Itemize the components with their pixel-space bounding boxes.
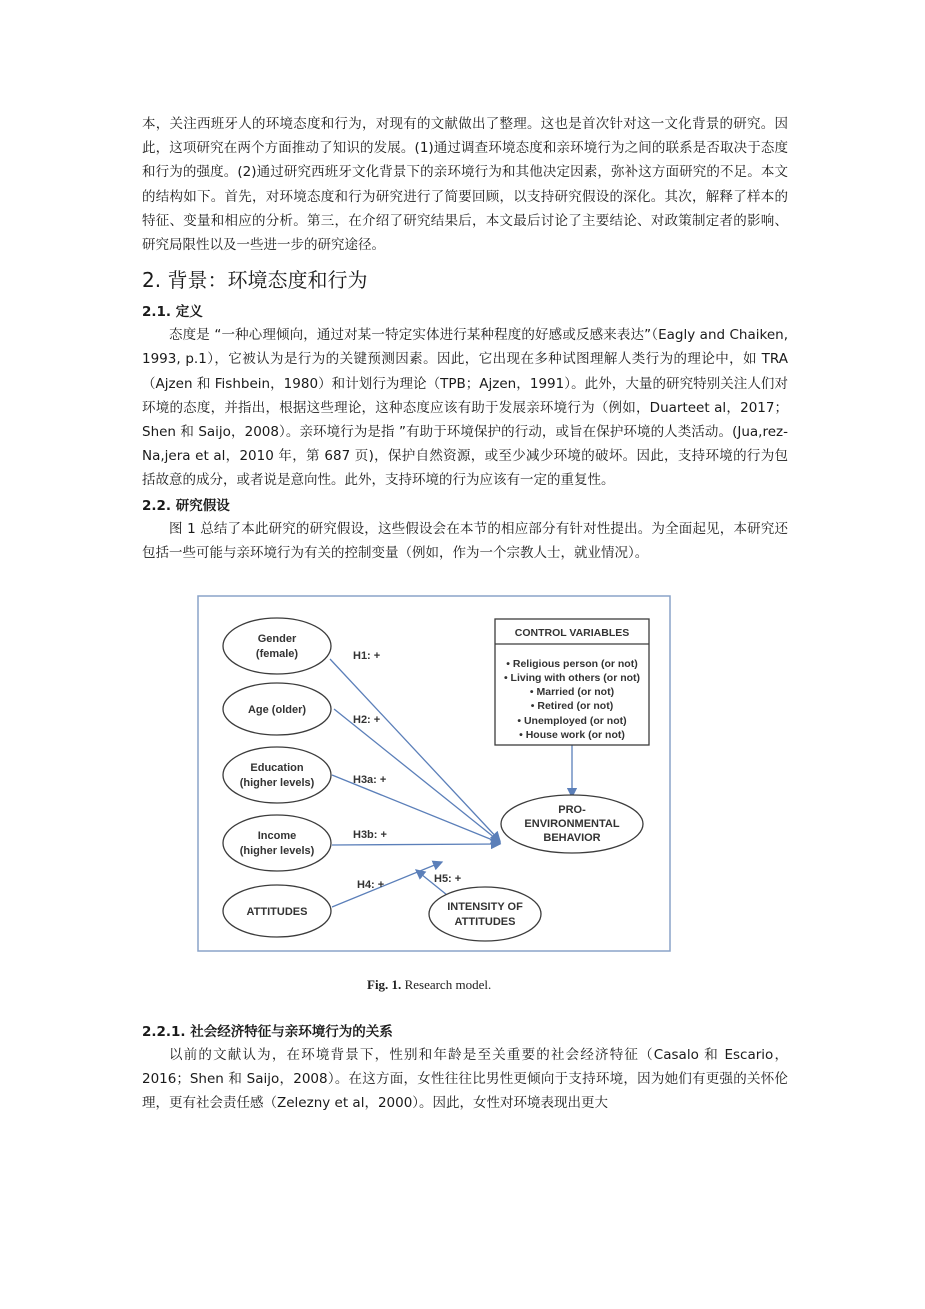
node-intensity-label-2: ATTITUDES [454,916,516,929]
node-education-label-2: (higher levels) [239,777,315,790]
control-item: • Retired (or not) [530,700,614,713]
intro-paragraph: 本，关注西班牙人的环境态度和行为，对现有的文献做出了整理。这也是首次针对这一文化背景的研究。因此，这项研究在两个方面推动了知识的发展。(1)通过调查环境态度和亲环境行为之间的联系是否取决于态度和行为的强度。(2)通过研究西班牙文化背景下的亲环境行为和其他决定因素，弥补这方面研究的不足。本文的结构如下。首先，对环境态度和行为研究进行了简要回顾，以支持研究假设的深化。其次，解释了样本的特征、变量和相应的分析。第三，在介绍了研究结果后，本文最后讨论了主要结论、对政策制定者的影响、研究局限性以及一些进一步的研究途径。 [142,116,788,254]
control-item: • Married (or not) [529,686,615,699]
section-2-2-paragraph: 图 1 总结了本此研究的研究假设，这些假设会在本节的相应部分有针对性提出。为全面起见，本研究还包括一些可能与亲环境行为有关的控制变量（例如，作为一个宗教人士，就业情况）。 [142,520,788,561]
control-item: • Living with others (or not) [503,672,641,685]
node-intensity-label-1: INTENSITY OF [447,901,523,914]
section-2-2-1-paragraph: 以前的文献认为，在环境背景下，性别和年龄是至关重要的社会经济特征（Casalo 和 Escario，2016；Shen 和 Saijo，2008）。在这方面，女性往往比男性更倾向于支持环境，因为她们有更强的关怀伦理，更有社会责任感（Zelezny et al，2000）。因此，女性对环境表现出更大 [142,1047,788,1112]
arrow-h1 [330,659,500,841]
node-gender-label-1: Gender [257,633,297,646]
node-gender-label-2: (female) [255,648,299,661]
node-intensity [429,887,541,941]
node-peb-label-1: PRO- [558,804,586,817]
node-gender [223,618,331,674]
section-2-1-paragraph: 态度是 “一种心理倾向，通过对某一特定实体进行某种程度的好感或反感来表达”（Eagly and Chaiken, 1993, p.1），它被认为是行为的关键预测因素。因此，它出现在多种试图理解人类行为的理论中，如 TRA（Ajzen 和 Fishbein，1980）和计划行为理论（TPB；Ajzen，1991）。此外，大量的研究特别关注人们对环境的态度，并指出，根据这些理论，这种态度应该有助于发展亲环境行为（例如，Duarteet al，2017；Shen 和 Saijo，2008）。亲环境行为是指 ”有助于环境保护的行动，或旨在保护环境的人类活动。(Jua,rez-Na,jera et al，2010 年，第 687 页)，保护自然资源，或至少减少环境的破坏。因此，支持环境的行为包括故意的成分，或者说是意向性。此外，支持环境的行为应该有一定的重复性。 [142,327,788,489]
section-2-2-title: 2.2. 研究假设 [142,497,230,514]
node-education-label-1: Education [250,762,304,775]
arrow-h3b [332,844,500,845]
node-income-label-1: Income [257,830,297,843]
section-2-title: 2. 背景：环境态度和行为 [142,268,368,293]
arrow-h4 [332,862,442,907]
node-income-label-2: (higher levels) [239,845,315,858]
section-2-1-title: 2.1. 定义 [142,304,203,321]
control-item: • House work (or not) [519,729,625,742]
node-education [223,747,331,803]
document-page [142,112,788,1116]
node-peb-label-3: BEHAVIOR [543,832,601,845]
hypothesis-h1-label: H1: + [353,650,381,663]
figure-caption: Fig. 1. Research model. [367,977,492,993]
hypothesis-h4-label: H4: + [357,879,385,892]
section-2-2-1-title: 2.2.1. 社会经济特征与亲环境行为的关系 [142,1024,393,1041]
hypothesis-h3a-label: H3a: + [353,774,387,787]
node-peb-label-2: ENVIRONMENTAL [524,818,620,831]
hypothesis-h2-label: H2: + [353,714,381,727]
research-model-diagram [142,577,788,1017]
node-age-label: Age (older) [247,704,307,717]
node-income [223,815,331,871]
hypothesis-h5-label: H5: + [434,873,462,886]
control-item: • Religious person (or not) [506,658,638,671]
control-item: • Unemployed (or not) [517,715,627,728]
control-variables-title: CONTROL VARIABLES [514,627,630,640]
figure-research-model [142,577,788,1017]
hypothesis-h3b-label: H3b: + [353,829,387,842]
node-attitudes-label: ATTITUDES [246,906,308,919]
